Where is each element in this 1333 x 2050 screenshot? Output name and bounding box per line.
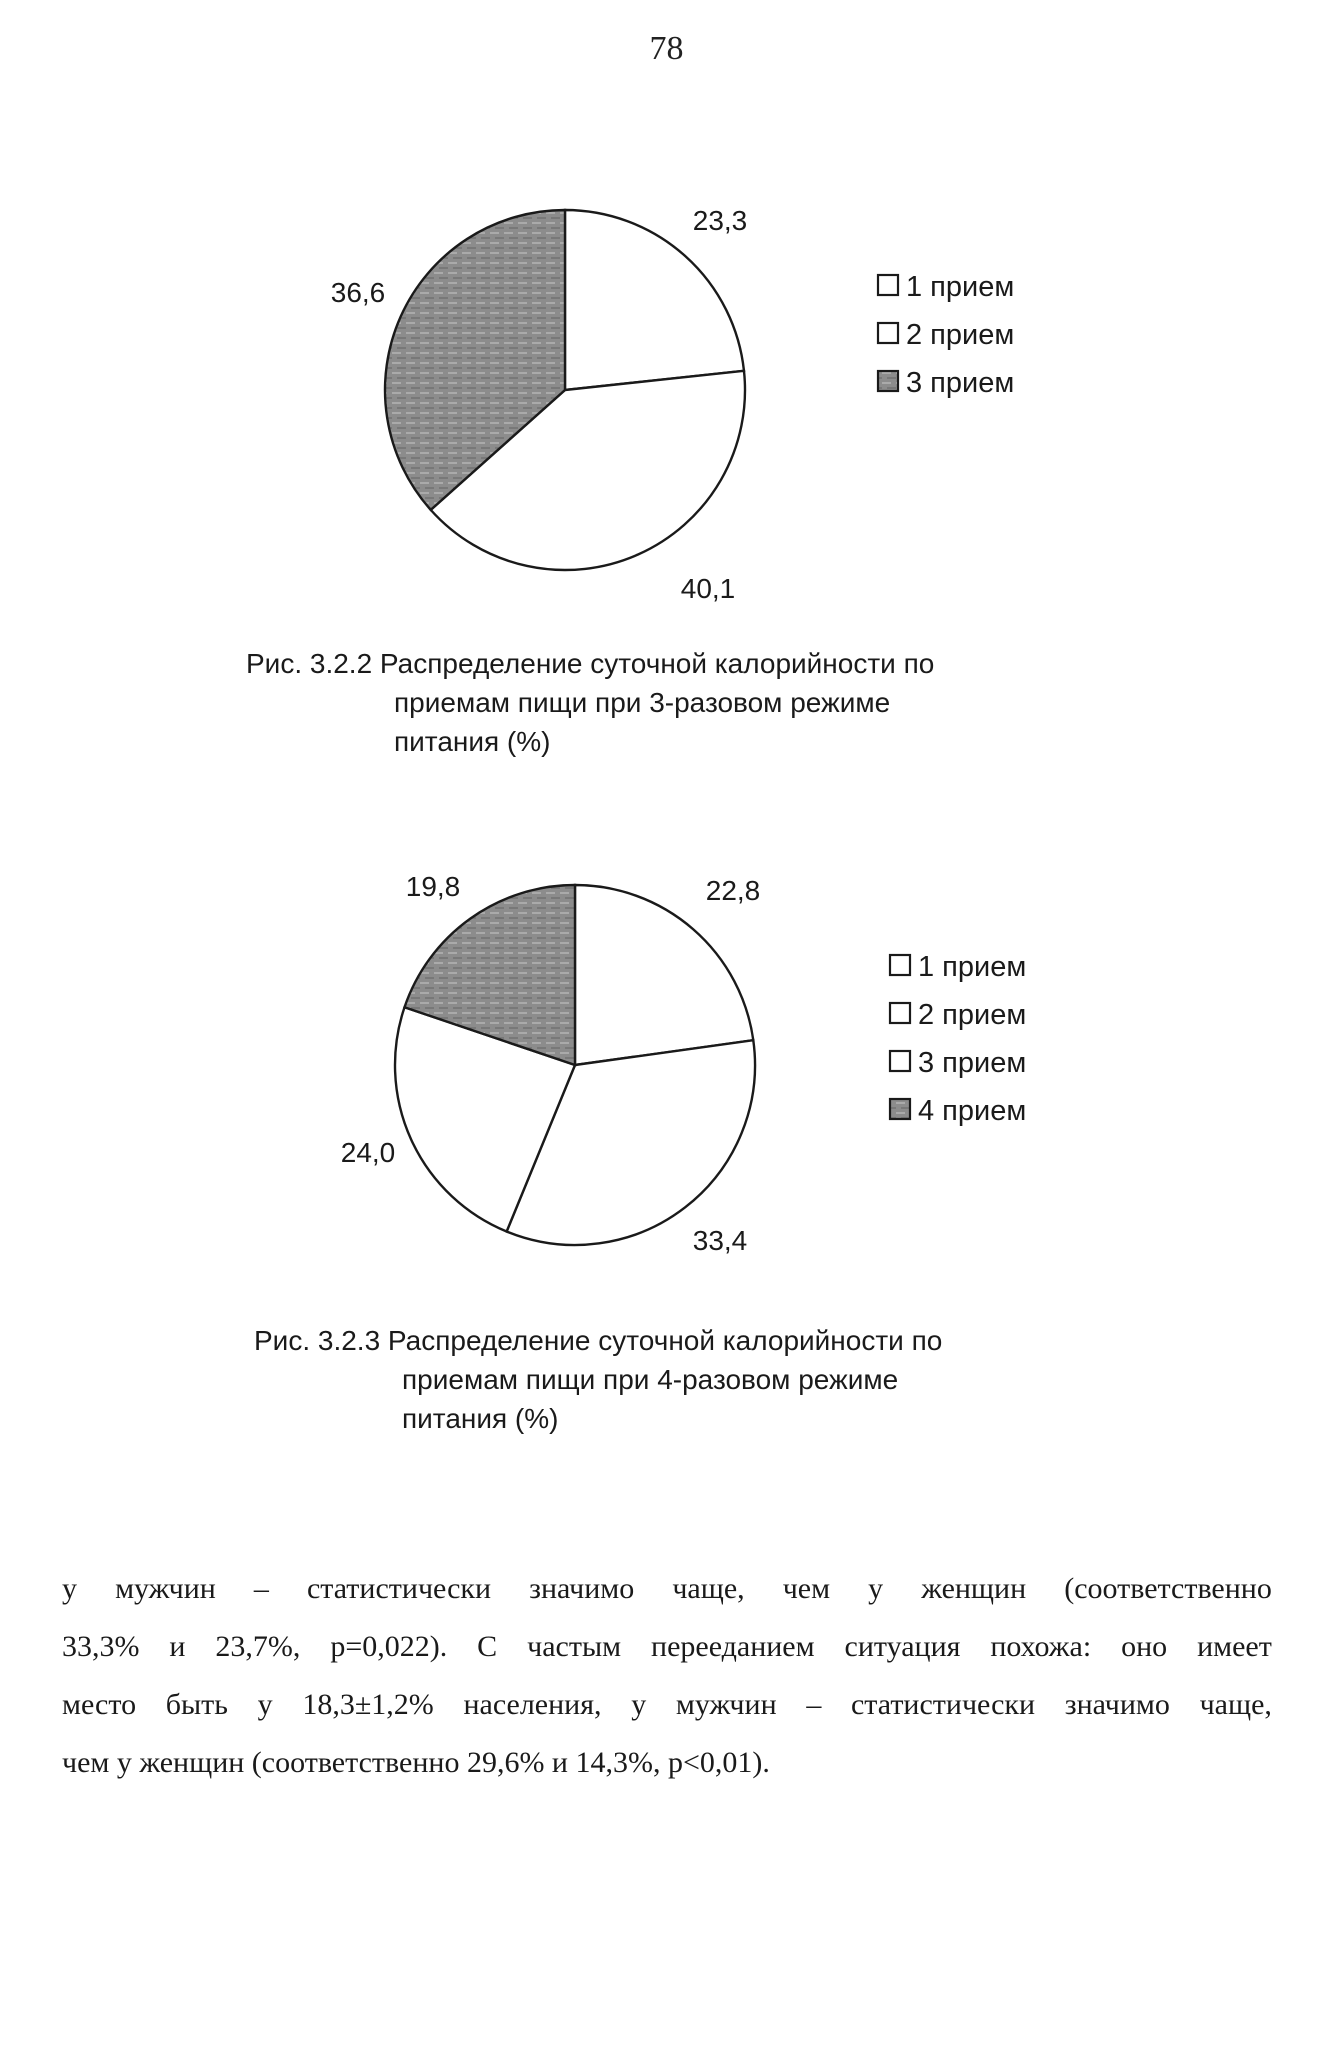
pie-slice: [565, 210, 744, 390]
caption-line: Рис. 3.2.2 Распределение суточной калорийности по: [246, 648, 935, 679]
caption-line: Рис. 3.2.3 Распределение суточной калорийности по: [254, 1325, 943, 1356]
word: мужчин: [115, 1572, 216, 1605]
word: населения,: [463, 1688, 602, 1721]
word: перееданием: [651, 1630, 815, 1663]
word: женщин: [921, 1572, 1027, 1605]
word: статистически: [306, 1572, 492, 1605]
caption-line: питания (%): [394, 726, 551, 757]
word: оно: [1121, 1630, 1168, 1663]
caption-line: питания (%): [402, 1403, 559, 1434]
legend-swatch: [890, 1003, 910, 1023]
paragraph-line: [62, 1560, 1272, 1618]
word: имеет: [1197, 1630, 1272, 1663]
word: чаще,: [672, 1572, 745, 1605]
legend-label: 1 прием: [906, 271, 1015, 303]
legend-swatch: [878, 371, 898, 391]
legend-swatch: [878, 275, 898, 295]
legend-swatch: [890, 1051, 910, 1071]
legend-label: 4 прием: [918, 1095, 1027, 1127]
data-label: 19,8: [405, 871, 461, 902]
legend-label: 2 прием: [906, 319, 1015, 351]
data-label: 36,6: [330, 277, 386, 308]
word: –: [806, 1688, 822, 1721]
word: статистически: [850, 1688, 1036, 1721]
paragraph-line: [62, 1676, 1272, 1734]
data-label: 22,8: [705, 875, 761, 906]
figure-caption-3-2-2: [246, 644, 934, 761]
word: у: [62, 1572, 77, 1605]
word: значимо: [1064, 1688, 1170, 1721]
data-label: 23,3: [692, 205, 748, 236]
word: значимо: [529, 1572, 635, 1605]
legend-swatch: [878, 323, 898, 343]
legend-label: 3 прием: [918, 1047, 1027, 1079]
pie-chart-4-meals: [0, 860, 1333, 1300]
word: похожа:: [990, 1630, 1092, 1663]
word: 33,3%: [62, 1630, 140, 1663]
data-label: 40,1: [680, 573, 736, 604]
legend-label: 3 прием: [906, 367, 1015, 399]
word: –: [253, 1572, 269, 1605]
word: у: [631, 1688, 647, 1721]
word: ситуация: [844, 1630, 961, 1663]
legend-swatch: [890, 955, 910, 975]
data-label: 33,4: [692, 1225, 748, 1256]
word: у: [868, 1572, 884, 1605]
legend-label: 1 прием: [918, 951, 1027, 983]
word: мужчин: [675, 1688, 777, 1721]
legend-swatch: [890, 1099, 910, 1119]
word: 18,3±1,2%: [302, 1688, 434, 1721]
pie-chart-3-meals: [0, 190, 1333, 610]
legend-label: 2 прием: [918, 999, 1027, 1031]
word: р=0,022).: [330, 1630, 448, 1663]
caption-line: приемам пищи при 4-разовом режиме: [402, 1364, 899, 1395]
word: у: [257, 1688, 273, 1721]
word: чаще,: [1199, 1688, 1272, 1721]
body-paragraph: [62, 1560, 1272, 1792]
word: (соответственно: [1064, 1572, 1272, 1605]
pie-slice: [575, 885, 753, 1065]
word: быть: [165, 1688, 228, 1721]
figure-caption-3-2-3: [254, 1321, 942, 1438]
caption-line: приемам пищи при 3-разовом режиме: [394, 687, 891, 718]
word: С: [477, 1630, 498, 1663]
word: частым: [527, 1630, 622, 1663]
page-number: 78: [649, 30, 684, 67]
data-label: 24,0: [340, 1137, 396, 1168]
paragraph-line: [62, 1618, 1272, 1676]
word: чем: [782, 1572, 831, 1605]
word: и: [169, 1630, 186, 1663]
word: 23,7%,: [215, 1630, 301, 1663]
word: место: [62, 1688, 137, 1721]
paragraph-line: чем у женщин (соответственно 29,6% и 14,3%, р<0,01).: [62, 1746, 770, 1779]
